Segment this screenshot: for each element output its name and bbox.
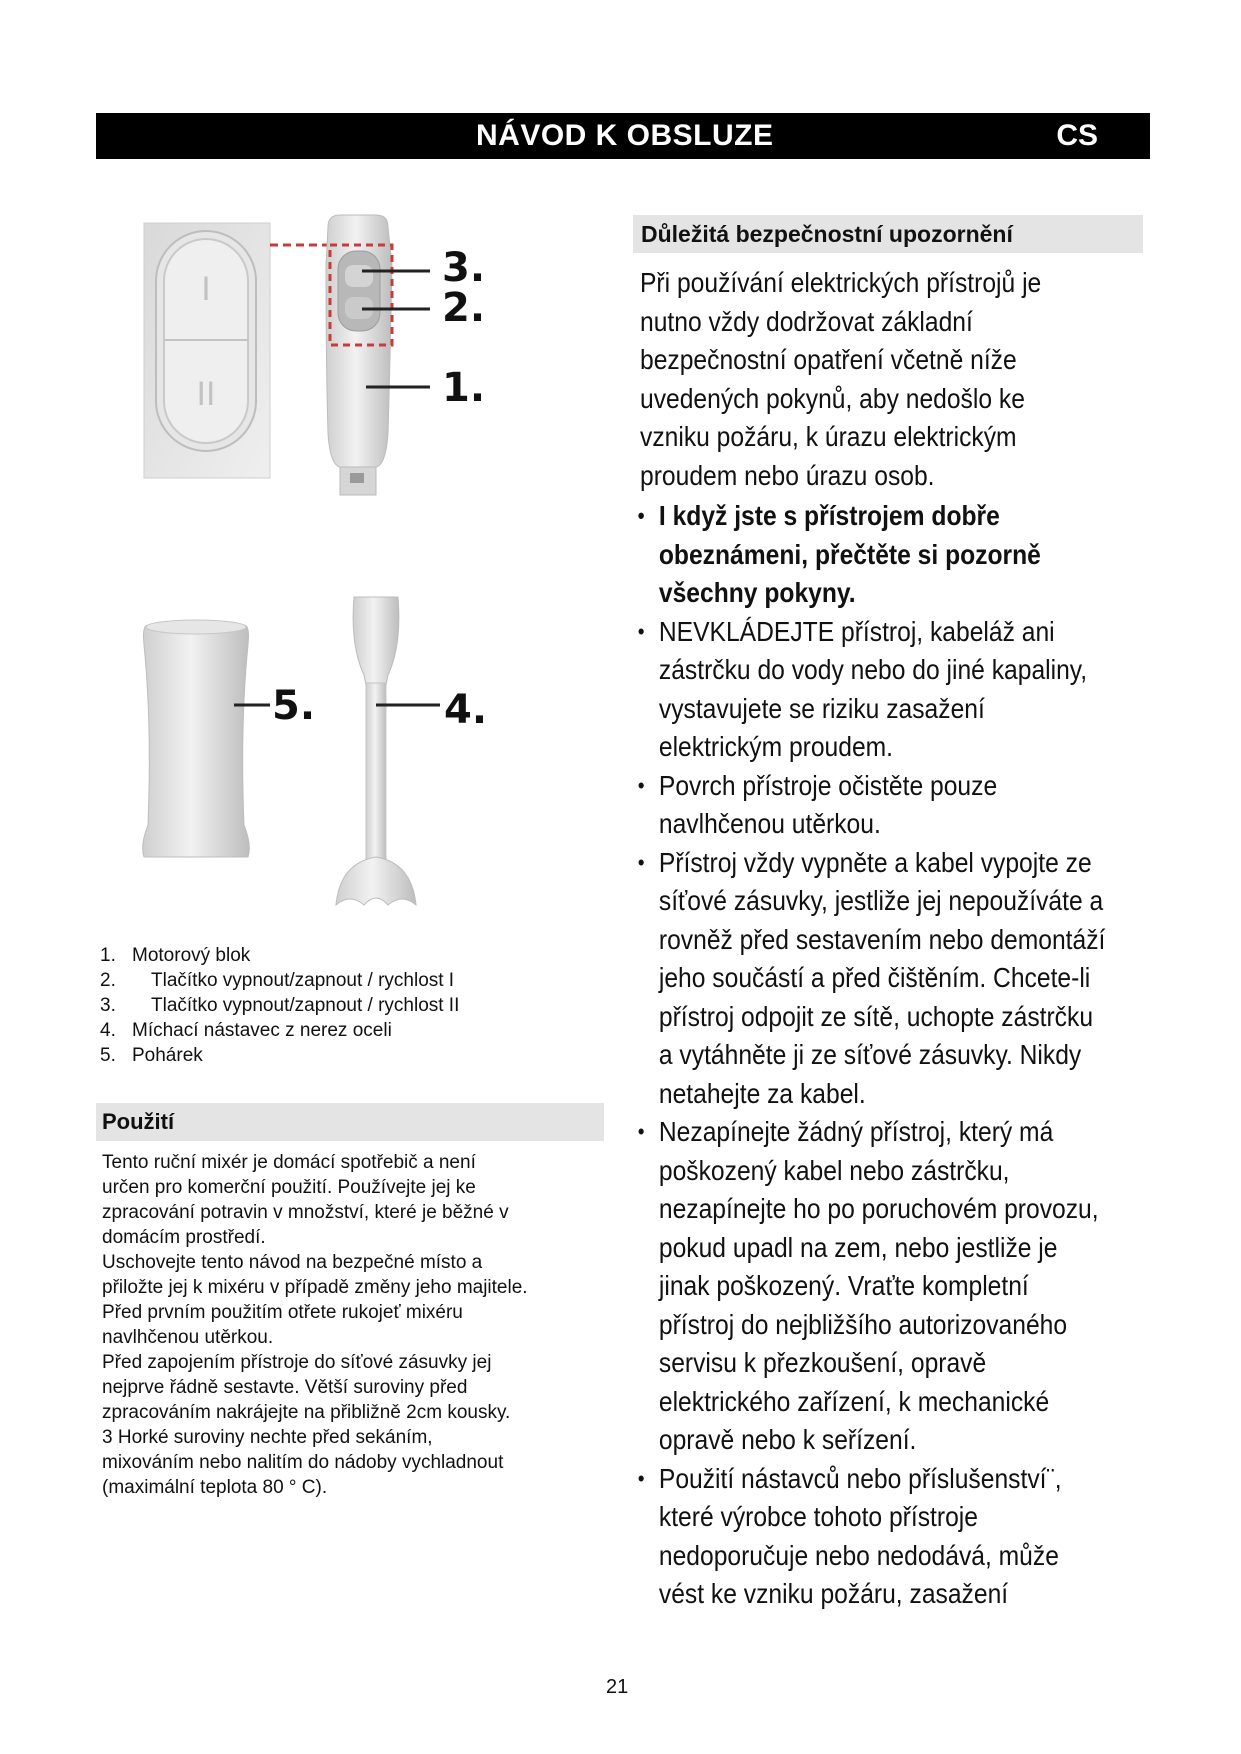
safety-item: • Povrch přístroje očistěte pouze navlhčenou utěrkou. (636, 767, 1129, 844)
language-code: CS (1056, 119, 1098, 152)
header-bar (96, 113, 1150, 159)
list-item: 5. Pohárek (100, 1045, 203, 1066)
parts-list (100, 943, 459, 1068)
list-item: 4. Míchací nástavec z nerez oceli (100, 1020, 392, 1041)
callout-3: 3. (442, 245, 486, 291)
list-item: 3. Tlačítko vypnout/zapnout / rychlost II (100, 995, 460, 1016)
safety-item: • NEVKLÁDEJTE přístroj, kabeláž ani zástrčku do vody nebo do jiné kapaliny, vystavujete se riziku zasažení elektrickým proudem. (636, 613, 1129, 767)
beaker (143, 620, 250, 857)
blender-shaft (336, 597, 416, 905)
callout-1: 1. (442, 365, 486, 411)
button-panel-closeup (144, 223, 270, 478)
safety-item: • Nezapínejte žádný přístroj, který má poškozený kabel nebo zástrčku, nezapínejte ho po poruchovém provozu, pokud upadl na zem, nebo jestliže je jinak poškozený. Vraťte kompletní přístroj do nejbližšího autorizovaného servisu k přezkoušení, opravě elektrického zařízení, k mechanické opravě nebo k seřízení. (636, 1113, 1129, 1460)
button-mark-1: I (201, 270, 211, 308)
safety-item: • I když jste s přístrojem dobře obeznámeni, přečtěte si pozorně všechny pokyny. (636, 497, 1129, 613)
page-number: 21 (606, 1676, 629, 1698)
usage-heading: Použití (96, 1103, 604, 1141)
usage-text: Tento ruční mixér je domácí spotřebič a není určen pro komerční použití. Používejte jej ke zpracování potravin v množství, které je běžné v domácím prostředí. Uschovejte tento návod na bezpečné místo a přiložte jej k mixéru v případě změny jeho majitele. Před prvním použitím otřete rukojeť mixéru navlhčenou utěrkou. Před zapojením přístroje do síťové zásuvky jej nejprve řádně sestavte. Větší suroviny před zpracováním nakrájejte na přibližně 2cm kousky. 3 Horké suroviny nechte před sekáním, mixováním nebo nalitím do nádoby vychladnout (maximální teplota 80 ° C). (102, 1152, 528, 1498)
callout-5: 5. (272, 683, 316, 729)
button-mark-2: II (196, 375, 216, 413)
header-title: NÁVOD K OBSLUZE (476, 119, 774, 152)
list-item: 2. Tlačítko vypnout/zapnout / rychlost I (100, 970, 455, 991)
safety-intro: Při používání elektrických přístrojů je nutno vždy dodržovat základní bezpečnostní opatření včetně níže uvedených pokynů, aby nedošlo ke vzniku požáru, k úrazu elektrickým proudem nebo úrazu osob. (640, 267, 1042, 491)
safety-item: • Přístroj vždy vypněte a kabel vypojte ze síťové zásuvky, jestliže jej nepoužíváte a rovněž před sestavením nebo demontáží jeho součástí a před čištěním. Chcete-li přístroj odpojit ze sítě, uchopte zástrčku a vytáhněte ji ze síťové zásuvky. Nikdy netahejte za kabel. (636, 844, 1129, 1114)
product-illustration (140, 205, 570, 935)
list-item: 1. Motorový blok (100, 945, 251, 966)
safety-list (636, 497, 1129, 1614)
safety-heading: Důležitá bezpečnostní upozornění (633, 215, 1143, 253)
safety-item: • Použití nástavců nebo příslušenství¨, které výrobce tohoto přístroje nedoporučuje nebo nedodává, může vést ke vzniku požáru, zasažení (636, 1460, 1129, 1614)
callout-2: 2. (442, 285, 486, 331)
motor-unit (326, 215, 392, 495)
callout-4: 4. (444, 687, 488, 733)
